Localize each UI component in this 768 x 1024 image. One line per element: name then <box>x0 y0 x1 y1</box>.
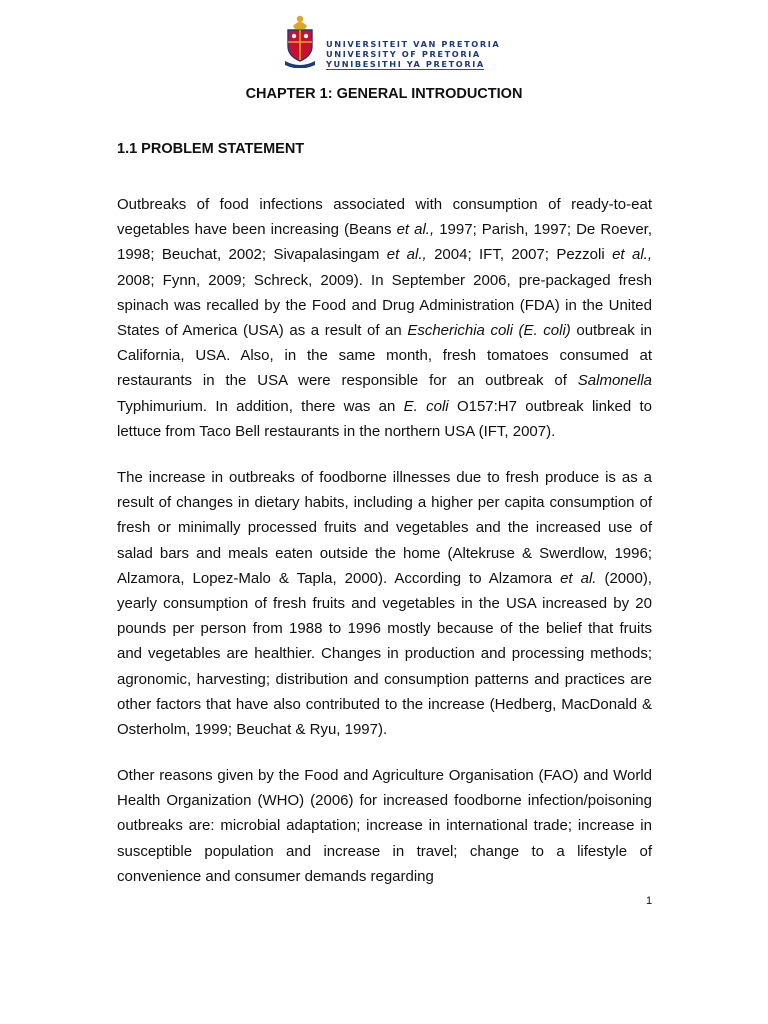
crest-icon <box>283 14 317 68</box>
logo-underline <box>326 69 484 70</box>
crest-helmet <box>293 22 307 29</box>
crest-ornament <box>297 16 303 22</box>
university-name-block <box>326 39 500 69</box>
crest-charge-1 <box>292 34 296 38</box>
crest-charge-2 <box>304 34 308 38</box>
paragraph: Outbreaks of food infections associated with consumption of ready-to-eat vegetables have been increasing (Beans et al., 1997; Parish, 1997; De Roever, 1998; Beuchat, 2002; Sivapalasingam et al., 2004; IFT, 2007; Pezzoli et al., 2008; Fynn, 2009; Schreck, 2009). In September 2006, pre-packaged fresh spinach was recalled by the Food and Drug Administration (FDA) in the United States of America (USA) as a result of an Escherichia coli (E. coli) outbreak in California, USA. Also, in the same month, fresh tomatoes consumed at restaurants in the USA were responsible for an outbreak of Salmonella Typhimurium. In addition, there was an E. coli O157:H7 outbreak linked to lettuce from Taco Bell restaurants in the northern USA (IFT, 2007). <box>117 196 653 440</box>
crest-scroll <box>285 61 315 68</box>
italic-text: et al., <box>612 246 653 264</box>
university-name-zu: YUNIBESITHI YA PRETORIA <box>326 59 485 69</box>
italic-text: Escherichia coli (E. coli) <box>407 322 571 340</box>
italic-text: et al., <box>396 221 435 239</box>
italic-text: Salmonella <box>577 372 652 390</box>
university-logo <box>283 14 501 70</box>
italic-text: et al. <box>560 569 597 587</box>
paragraph: Other reasons given by the Food and Agriculture Organisation (FAO) and World Health Organization (WHO) (2006) for increased foodborne infection/poisoning outbreaks are: microbial adaptation; increase in international trade; increase in susceptible population and increase in travel; change to a lifestyle of convenience and consumer demands regarding <box>117 767 652 885</box>
university-name-af: UNIVERSITEIT VAN PRETORIA <box>326 39 501 49</box>
university-name-en: UNIVERSITY OF PRETORIA <box>326 49 481 59</box>
italic-text: E. coli <box>403 397 449 415</box>
italic-text: et al., <box>386 246 427 264</box>
section-heading: 1.1 PROBLEM STATEMENT <box>117 141 305 157</box>
chapter-title: CHAPTER 1: GENERAL INTRODUCTION <box>245 86 523 102</box>
paragraph: The increase in outbreaks of foodborne illnesses due to fresh produce is as a result of changes in dietary habits, including a higher per capita consumption of fresh or minimally processed fruits and vegetables and the increased use of salad bars and meals eaten outside the home (Altekruse & Swerdlow, 1996; Alzamora, Lopez-Malo & Tapla, 2000). According to Alzamora et al. (2000), yearly consumption of fresh fruits and vegetables in the USA increased by 20 pounds per person from 1988 to 1996 mostly because of the belief that fruits and vegetables are healthier. Changes in production and processing methods; agronomic, harvesting; distribution and consumption patterns and practices are other factors that have also contributed to the increase (Hedberg, MacDonald & Osterholm, 1999; Beuchat & Ryu, 1997). <box>117 469 652 739</box>
page-number: 1 <box>646 895 653 907</box>
